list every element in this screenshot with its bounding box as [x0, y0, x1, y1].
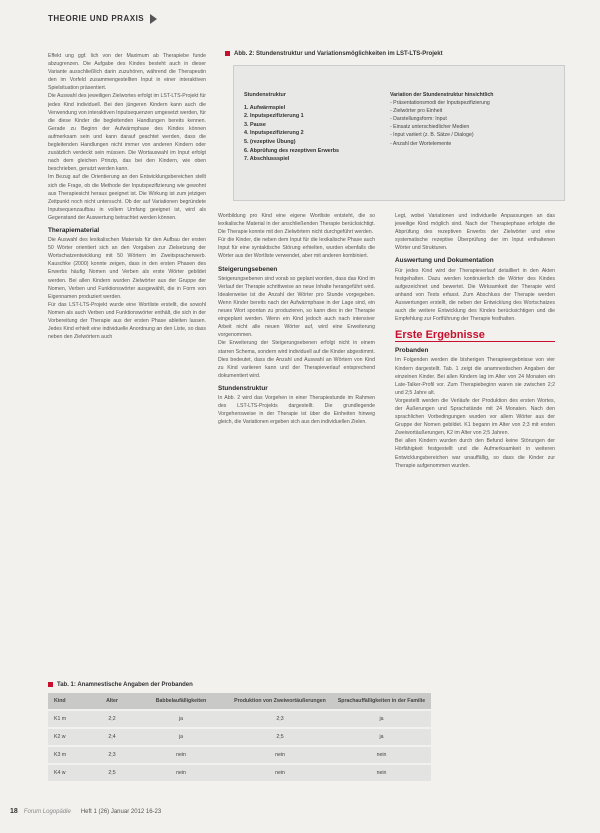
list-item: - Zielwörter pro Einheit [390, 108, 443, 115]
section-title: THEORIE UND PRAXIS [48, 14, 145, 24]
paragraph: Steigerungsebenen sind vorab so geplant worden, dass das Kind im Verlauf der Therapie schrittweise an neue Inhalte herangeführt wird. Idealerweise ist die Anzahl der Wörter pro Stunde vorgegeben. Wenn Kinder bereits nach der Aufwärmphase in der Lage sind, ein neues Wort spontan zu produzieren, so kann dies in der Therapie eingeplant werden. Wenn ein Kind jedoch auch nach intensiver Arbeit nicht alle neuen Wörter auf, wird eine Erweiterung vorgenommen. [218, 275, 375, 339]
column-header: Kind [48, 693, 90, 710]
list-item: 3. Pause [244, 121, 266, 128]
column-header: Sprachauffälligkeiten in der Familie [332, 693, 431, 710]
paragraph: In Abb. 2 wird das Vorgehen in einer Therapiestunde im Rahmen des LST-LTS-Projekts dargestellt. Die grundlegende Vorgehensweise in der Therapie ist über die Einheiten hinweg gleich, die Variationen ergeben sich aus den individuellen Zielen. [218, 394, 375, 426]
red-square-icon [225, 51, 230, 56]
table-1 [48, 682, 431, 781]
red-square-icon [48, 682, 53, 687]
paragraph: Die Auswahl des lexikalischen Materials für den Aufbau der ersten 50 Wörter orientiert sich an den Vorgaben zur Zielsetzung der Wortschatzentwicklung mit 50 Wörtern im Zweitspracherwerb. Kauschke (2000) konnte zeigen, dass in den ersten Phasen des Erwerbs häufig Nomen und Verben als erste Wörter gebildet werden. Bei allen Kindern wurden Zielwörter aus der Gruppe der Nomen, Verben und Funktionswörter ausgewählt, die in Form von Eigennamen produziert werden. [48, 237, 206, 300]
paragraph: Im Bezug auf die Orientierung an den Entwicklungsbereichen stellt sich die Frage, ob die Methode der Inputspezifizierung wie gewohnt aus Therapiesicht heraus geeignet ist. Die Wirkung ist zum jetzigen Zeitpunkt noch nicht untersucht. Ob der auf Variationen begründete Inputsequenzaufbau in vollem Umfang geeignet ist, wird als Gegenstand der Auswertung betrachtet werden können. [48, 174, 206, 221]
section-heading: Therapiematerial [48, 226, 100, 234]
paragraph: Für jedes Kind wird der Therapieverlauf detailliert in den Akten festgehalten. Dazu werden kontinuierlich die Wörter des Kindes aufgezeichnet und bewertet. Die Wirksamkeit der Therapie wird anhand von Tests erfasst. Zum Abschluss der Therapie werden Auswertungen erstellt, die neben der Entwicklung des Wortschatzes auch die weitere Entwicklung des Kindes berücksichtigen und die Empfehlung zur Fortführung der Therapie festhalten. [395, 267, 555, 323]
variation-list [390, 91, 555, 148]
page-number: 18 [10, 808, 18, 815]
column-3 [395, 212, 555, 470]
section-heading: Stundenstruktur [218, 384, 268, 392]
section-heading: Auswertung und Dokumentation [395, 257, 494, 265]
paragraph: Im Folgenden werden die bisherigen Therapieergebnisse von vier Kindern dargestellt. Tab. 1 zeigt die anamnestischen Angaben der einzelnen Kinder. Bei allen Kindern lag im Alter von 24 Monaten ein Late-Talker-Profil vor. Zum Therapiebeginn waren sie zwischen 2;2 und 2;5 Jahre alt. [395, 357, 555, 396]
paragraph: Für die Kinder, die neben dem Input für die lexikalische Phase auch Input für eine syntaktische Störung erhielten, wurden ebenfalls die Wörter aus der Wortliste verwendet, aber mit anderen kombiniert. [218, 237, 375, 260]
column-header: Produktion von Zweiwortäußerungen [228, 693, 332, 710]
data-table [48, 693, 431, 781]
table-row: K1 m 2;2 ja 2;3 ja [48, 710, 431, 728]
list-item: 6. Abprüfung des rezeptiven Erwerbs [244, 147, 340, 154]
paragraph: Effekt ung ggf. lich von der Maximum ab Therapiebe funde abzugrenzen. Die Aufgabe des Kindes besteht auch in dieser Variante ausschließlich darin zuzuhören, während die Therapeutin den im Vorfeld zusammengestellten Input in einer interaktiven Spielsituation präsentiert. [48, 53, 206, 92]
lesson-structure-list [244, 91, 339, 164]
page-footer [10, 808, 161, 815]
list-item: 4. Inputspezifizierung 2 [244, 130, 304, 137]
table-row: K3 m 2;3 nein nein nein [48, 746, 431, 764]
table-row: K2 w 2;4 ja 2;5 ja [48, 728, 431, 746]
arrow-right-icon [150, 14, 157, 24]
figure-2 [225, 51, 565, 201]
paragraph: Bei allen Kindern wurden durch den Befund keine Störungen der Hörfähigkeit festgestellt und die Aufmerksamkeit in weiteren Entwicklungsbereichen war unauffällig, so dass die Kinder zur Therapie aufgenommen wurden. [395, 438, 555, 469]
divider [395, 341, 555, 342]
paragraph: Wortbildung pro Kind eine eigene Wortliste entsteht, die so lexikalische Material in der anschließenden Therapie berücksichtigt. Die Therapie konnte mit den Zielwörtern nicht durchgeführt werden. [218, 213, 375, 236]
column-header: Babbelaufälligkeiten [134, 693, 228, 710]
list-item: - Einsatz unterschiedlicher Medien [390, 124, 470, 131]
paragraph: Für das LST-LTS-Projekt wurde eine Wortliste erstellt, die sowohl Nomen als auch Verben und Funktionswörter enthält, die sich in der Vorbereitung der Therapie aus der ersten Phase ableiten lassen. Jedes Kind erhielt eine individuelle Anordnung an den Liste, so dass neben den Zielwörtern auch [48, 301, 206, 341]
list-item: - Präsentationsmodi der Inputspezifizierung [390, 100, 490, 107]
list-item: 7. Abschlussspiel [244, 156, 290, 163]
table-header-row [48, 693, 431, 710]
paragraph: Vorgestellt werden die Verläufe der Produktion des ersten Wortes, der Äußerungen und Sprachstände mit 24 Monaten. Nach den sprachlichen Vorbedingungen wurden vor allem Wörter aus der Gruppe der Nomen gebildet. K1 begann im Alter von 2;3 mit ersten Zweiwortäußerungen, K2 im Alter von 2;5 Jahren. [395, 397, 555, 437]
figure-box [233, 65, 565, 201]
list-title: Variation der Stundenstruktur hinsichtlich [390, 92, 494, 98]
issue-info: Heft 1 (26) Januar 2012 16-23 [80, 809, 162, 815]
column-header: Alter [90, 693, 134, 710]
paragraph: Legt, wobei Variationen und individuelle Anpassungen an das jeweilige Kind möglich sind. Nach der Therapiephase erfolgte die Abprüfung des rezeptiven Erwerbs der Zielwörter und eine systematische rezeptive Überprüfung der im Input enthaltenen Wörter und Strukturen. [395, 213, 555, 252]
figure-title: Abb. 2: Stundenstruktur und Variationsmöglichkeiten im LST-LTS-Projekt [225, 51, 565, 57]
list-title: Stundenstruktur [244, 92, 286, 98]
column-2 [218, 212, 375, 426]
paragraph: Die Auswahl des jeweiligen Zielwortes erfolgt im LST-LTS-Projekt für jedes Kind individuell. Bei den jüngeren Kindern kann auch die Verwendung von interaktiven Inputsequenzen umgesetzt werden, für die diese Kinder die begleitenden Handlungen bereits kennen. Gerade zu Beginn der Aufwärmphase des Kindes können aufmerksam sein und kann darauf geachtet werden, dass die begleitenden Handlungen nicht immer von anderen Kindern oder zusätzlich verdeckt sein müssen. Die Wortauswahl im Input erfolgt nach dem gleichen Prinzip, das bei den Kindern, wie oben beschrieben, genutzt werden kann. [48, 93, 206, 173]
journal-name: Forum Logopädie [23, 809, 71, 815]
list-item: 1. Aufwärmspiel [244, 104, 286, 111]
section-heading: Probanden [395, 347, 429, 355]
table-row: K4 w 2;5 nein nein nein [48, 764, 431, 781]
section-header [48, 14, 157, 24]
list-item: 5. (rezeptive Übung) [244, 138, 296, 145]
list-item: - Darstellungsform: Input [390, 116, 447, 123]
list-item: - Input variiert (z. B. Sätze / Dialoge) [390, 132, 474, 139]
list-item: - Anzahl der Wortelemente [390, 140, 452, 147]
column-1 [48, 52, 206, 341]
list-item: 2. Inputspezifizierung 1 [244, 113, 304, 120]
paragraph: Die Erweiterung der Steigerungsebenen erfolgt nicht in einem starren Schema, sondern wird individuell auf die Kinder abgestimmt. Dies bedeutet, dass die Anzahl und Auswahl an Wörtern von Kind zu Kind variieren kann und der Therapieverlauf entsprechend dokumentiert wird. [218, 340, 375, 379]
section-heading: Steigerungsebenen [218, 265, 278, 273]
table-title: Tab. 1: Anamnestische Angaben der Probanden [48, 682, 431, 688]
section-heading-results: Erste Ergebnisse [395, 329, 485, 342]
